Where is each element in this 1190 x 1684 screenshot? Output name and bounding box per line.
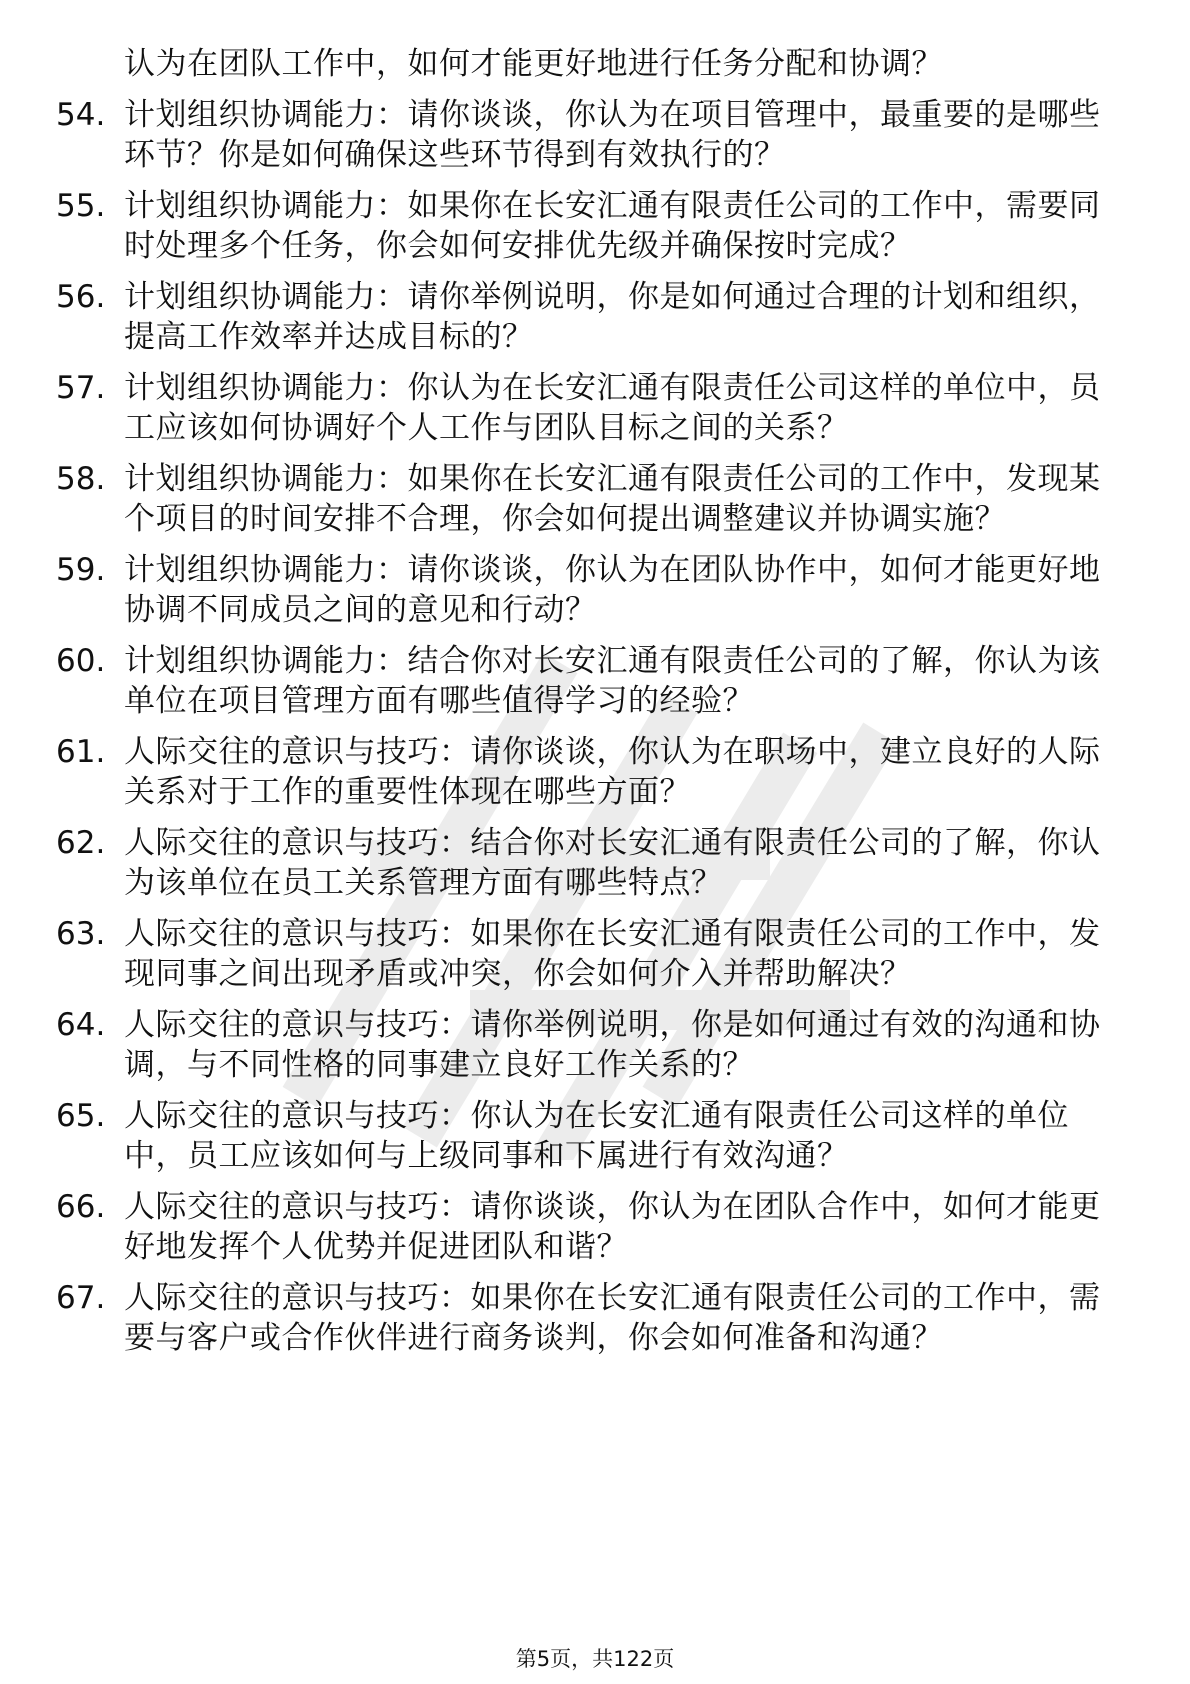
question-text: 计划组织协调能力：请你谈谈，你认为在项目管理中，最重要的是哪些环节？你是如何确保这些环节得到有效执行的？ xyxy=(124,97,1101,173)
question-item xyxy=(56,914,1116,994)
question-item xyxy=(56,186,1116,266)
question-item xyxy=(56,641,1116,721)
question-number: 55. xyxy=(56,188,106,224)
question-text: 人际交往的意识与技巧：如果你在长安汇通有限责任公司的工作中，需要与客户或合作伙伴进行商务谈判，你会如何准备和沟通？ xyxy=(124,1280,1101,1356)
question-text: 计划组织协调能力：请你谈谈，你认为在团队协作中，如何才能更好地协调不同成员之间的意见和行动？ xyxy=(124,552,1101,628)
question-item xyxy=(56,1005,1116,1085)
question-item xyxy=(56,1187,1116,1267)
question-text: 计划组织协调能力：如果你在长安汇通有限责任公司的工作中，发现某个项目的时间安排不合理，你会如何提出调整建议并协调实施？ xyxy=(124,461,1101,537)
question-item xyxy=(56,1096,1116,1176)
question-number: 65. xyxy=(56,1098,106,1134)
question-number: 66. xyxy=(56,1189,106,1225)
question-number: 61. xyxy=(56,734,106,770)
question-item xyxy=(56,823,1116,903)
question-item xyxy=(56,732,1116,812)
question-number: 67. xyxy=(56,1280,106,1316)
question-number: 62. xyxy=(56,825,106,861)
question-text: 计划组织协调能力：如果你在长安汇通有限责任公司的工作中，需要同时处理多个任务，你会如何安排优先级并确保按时完成？ xyxy=(124,188,1101,264)
question-text: 人际交往的意识与技巧：请你谈谈，你认为在职场中，建立良好的人际关系对于工作的重要性体现在哪些方面？ xyxy=(124,734,1101,810)
continued-question-text: 认为在团队工作中，如何才能更好地进行任务分配和协调？ xyxy=(124,46,943,82)
question-text: 计划组织协调能力：请你举例说明，你是如何通过合理的计划和组织，提高工作效率并达成目标的？ xyxy=(124,279,1101,355)
question-item xyxy=(56,1278,1116,1358)
question-text: 人际交往的意识与技巧：请你谈谈，你认为在团队合作中，如何才能更好地发挥个人优势并促进团队和谐？ xyxy=(124,1189,1101,1265)
question-number: 64. xyxy=(56,1007,106,1043)
question-number: 59. xyxy=(56,552,106,588)
question-text: 人际交往的意识与技巧：请你举例说明，你是如何通过有效的沟通和协调，与不同性格的同事建立良好工作关系的？ xyxy=(124,1007,1101,1083)
question-number: 54. xyxy=(56,97,106,133)
question-text: 计划组织协调能力：你认为在长安汇通有限责任公司这样的单位中，员工应该如何协调好个人工作与团队目标之间的关系？ xyxy=(124,370,1101,446)
question-item xyxy=(56,368,1116,448)
question-number: 57. xyxy=(56,370,106,406)
question-list xyxy=(56,44,1116,1358)
question-text: 计划组织协调能力：结合你对长安汇通有限责任公司的了解，你认为该单位在项目管理方面有哪些值得学习的经验？ xyxy=(124,643,1101,719)
question-number: 58. xyxy=(56,461,106,497)
question-item xyxy=(56,459,1116,539)
question-item xyxy=(56,95,1116,175)
page-footer: 第5页，共122页 xyxy=(515,1647,675,1671)
question-items xyxy=(56,95,1116,1358)
question-text: 人际交往的意识与技巧：你认为在长安汇通有限责任公司这样的单位中，员工应该如何与上级同事和下属进行有效沟通？ xyxy=(124,1098,1069,1174)
question-text: 人际交往的意识与技巧：如果你在长安汇通有限责任公司的工作中，发现同事之间出现矛盾或冲突，你会如何介入并帮助解决？ xyxy=(124,916,1101,992)
question-number: 60. xyxy=(56,643,106,679)
question-text: 人际交往的意识与技巧：结合你对长安汇通有限责任公司的了解，你认为该单位在员工关系管理方面有哪些特点？ xyxy=(124,825,1101,901)
question-number: 63. xyxy=(56,916,106,952)
question-item xyxy=(56,550,1116,630)
question-number: 56. xyxy=(56,279,106,315)
question-item xyxy=(56,277,1116,357)
